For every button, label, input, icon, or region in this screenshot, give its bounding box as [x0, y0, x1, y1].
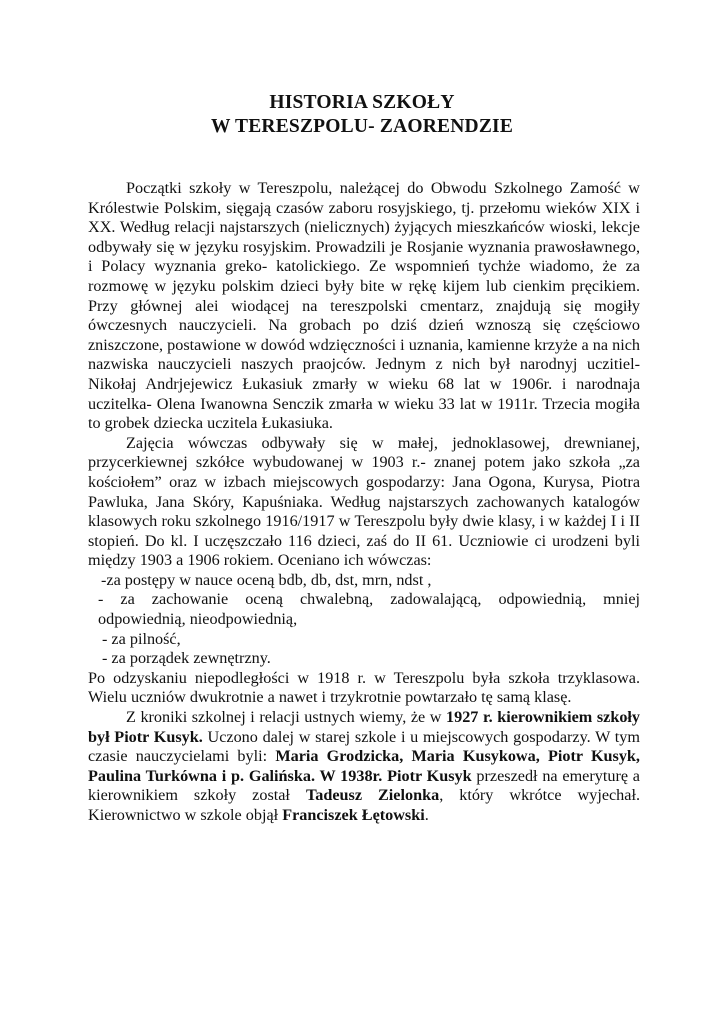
paragraph-chronicle — [88, 708, 640, 826]
grade-item-progress: -za postępy w nauce oceną bdb, db, dst, mrn, ndst , — [101, 570, 432, 589]
chronicle-text-3: przeszedł na emeryturę a kierownikiem szkoły został — [88, 766, 640, 805]
paragraph-independence: Po odzyskaniu niepodległości w 1918 r. w Tereszpolu była szkoła trzyklasowa. Wielu uczniów dwukrotnie a nawet i trzykrotnie powtarzało tę samą klasę. — [88, 668, 640, 707]
chronicle-text-5: . — [424, 806, 429, 824]
grade-item-order: - za porządek zewnętrzny. — [102, 649, 271, 668]
chronicle-bold-1: 1927 r. kierownikiem szkoły był Piotr Kusyk. — [88, 708, 641, 746]
document-body — [88, 179, 640, 826]
grade-item-diligence: - za pilność, — [102, 629, 181, 648]
paragraph-classes: Zajęcia wówczas odbywały się w małej, jednoklasowej, drewnianej, przycerkiewnej szkółce wybudowanej w 1903 r.- znanej potem jako szkoła „za kościołem” oraz w izbach miejscowych gospodarzy: Jana Ogona, Kurysa, Piotra Pawluka, Jana Skóry, Kapuśniaka. Według najstarszych zachowanych katalogów klasowych roku szkolnego 1916/1917 w Tereszpolu były dwie klasy, i w każdej I i II stopień. Do kl. I uczęszczało 116 dzieci, zaś do II 61. Uczniowie ci urodzeni byli między 1903 a 1906 rokiem. Oceniano ich wówczas: — [88, 433, 640, 570]
document-title-line-2: W TERESZPOLU- ZAORENDZIE — [210, 116, 514, 137]
document-title-line-1: HISTORIA SZKOŁY — [269, 92, 455, 113]
chronicle-bold-3: Tadeusz Zielonka — [305, 786, 440, 805]
chronicle-text-1: Z kroniki szkolnej i relacji ustnych wiemy, że w — [126, 708, 447, 727]
chronicle-bold-4: Franciszek Łętowski — [282, 806, 425, 824]
grade-item-behaviour: - za zachowanie oceną chwalebną, zadowalającą, odpowiednią, mniej odpowiednią, nieodpowiednią, — [98, 590, 640, 629]
chronicle-text-2: Uczono dalej w starej szkole i u miejscowych gospodarzy. W tym czasie nauczycielami byli: — [88, 727, 640, 766]
chronicle-text-4: , który wkrótce wyjechał. Kierownictwo w szkole objął — [88, 786, 641, 824]
paragraph-origins: Początki szkoły w Tereszpolu, należącej do Obwodu Szkolnego Zamość w Królestwie Polskim, sięgają czasów zaboru rosyjskiego, tj. przełomu wieków XIX i XX. Według relacji najstarszych (nielicznych) żyjących mieszkańców wioski, lekcje odbywały się w języku rosyjskim. Prowadzili je Rosjanie wyznania prawosławnego, i Polacy wyznania greko- katolickiego. Ze wspomnień tychże wiadomo, że za rozmowę w języku polskim dzieci były bite w rękę kijem lub cienkim pręcikiem. Przy głównej alei wiodącej na tereszpolski cmentarz, znajdują się mogiły ówczesnych nauczycieli. Na grobach po dziś dzień wznoszą się częściowo zniszczone, postawione w dowód wdzięczności i uznania, kamienne krzyże a na nich nazwiska nauczycieli naszych praojców. Jednym z nich był narodnyj uczitiel- Nikołaj Andrjejewicz Łukasiuk zmarły w wieku 68 lat w 1906r. i narodnaja uczitelka- Olena Iwanowna Senczik zmarła w wieku 33 lat w 1911r. Trzecia mogiła to grobek dziecka uczitela Łukasiuka. — [88, 179, 640, 433]
chronicle-bold-2: Maria Grodzicka, Maria Kusykowa, Piotr Kusyk, Paulina Turkówna i p. Galińska. W 1938r. Piotr Kusyk — [88, 747, 640, 785]
